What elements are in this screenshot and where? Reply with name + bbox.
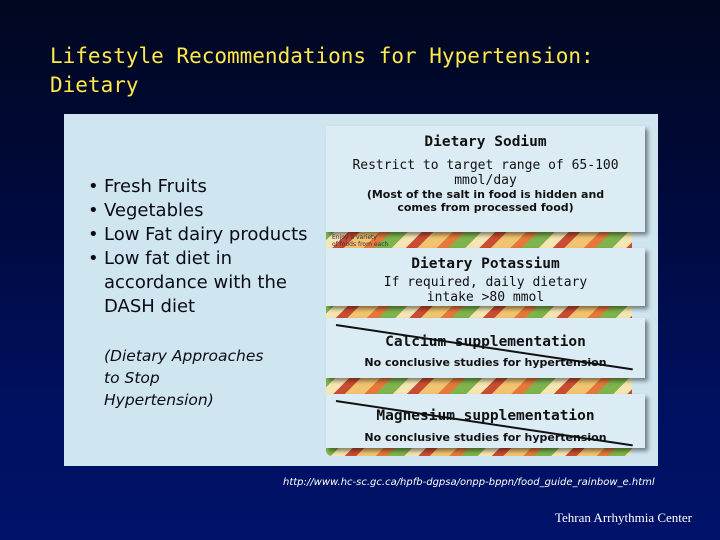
bullet-vegetables: • Vegetables bbox=[88, 199, 318, 223]
calcium-supplementation-note: No conclusive studies for hypertension bbox=[364, 356, 607, 369]
dietary-potassium-line1: If required, daily dietary bbox=[383, 275, 588, 290]
bullet-dash-diet: • Low fat diet in accordance with the DASH diet bbox=[88, 247, 318, 319]
calcium-supplementation-heading: Calcium supplementation bbox=[385, 334, 586, 350]
dietary-potassium-text bbox=[326, 275, 645, 305]
magnesium-supplementation-note: No conclusive studies for hypertension bbox=[364, 431, 607, 444]
food-guide-caption bbox=[332, 234, 388, 248]
dietary-sodium-card bbox=[326, 126, 645, 232]
food-guide-caption-line1: Enjoy a variety bbox=[332, 234, 377, 241]
footer-credit: Tehran Arrhythmia Center bbox=[555, 510, 692, 525]
dietary-sodium-note bbox=[326, 188, 645, 214]
diet-bullet-list bbox=[88, 175, 318, 319]
content-panel bbox=[64, 114, 658, 466]
dietary-sodium-note-line1: (Most of the salt in food is hidden and bbox=[366, 188, 605, 201]
dietary-potassium-card bbox=[326, 248, 645, 306]
slide-title-line1: Lifestyle Recommendations for Hypertension: bbox=[50, 44, 594, 68]
dietary-sodium-note-line2: comes from processed food) bbox=[397, 201, 574, 214]
dash-note-line3: Hypertension) bbox=[104, 391, 214, 409]
dietary-sodium-text bbox=[326, 158, 645, 188]
food-guide-caption-line2: of foods from each bbox=[332, 241, 389, 248]
dietary-sodium-line1: Restrict to target range of 65-100 bbox=[352, 158, 619, 173]
dietary-sodium-line2: mmol/day bbox=[454, 173, 517, 188]
dietary-potassium-line2: intake >80 mmol bbox=[426, 290, 545, 305]
dash-note-line1: (Dietary Approaches bbox=[104, 347, 264, 365]
slide-title-line2: Dietary bbox=[50, 73, 139, 97]
bullet-low-fat-dairy: • Low Fat dairy products bbox=[88, 223, 318, 247]
dietary-potassium-heading: Dietary Potassium bbox=[411, 256, 560, 272]
dash-acronym-note bbox=[104, 345, 314, 411]
dietary-sodium-heading: Dietary Sodium bbox=[424, 134, 547, 150]
magnesium-supplementation-heading: Magnesium supplementation bbox=[376, 408, 595, 424]
slide-title bbox=[50, 42, 670, 100]
source-url: http://www.hc-sc.gc.ca/hpfb-dgpsa/onpp-bppn/food_guide_rainbow_e.html bbox=[283, 477, 655, 488]
bullet-fresh-fruits: • Fresh Fruits bbox=[88, 175, 318, 199]
dash-note-line2: to Stop bbox=[104, 369, 160, 387]
